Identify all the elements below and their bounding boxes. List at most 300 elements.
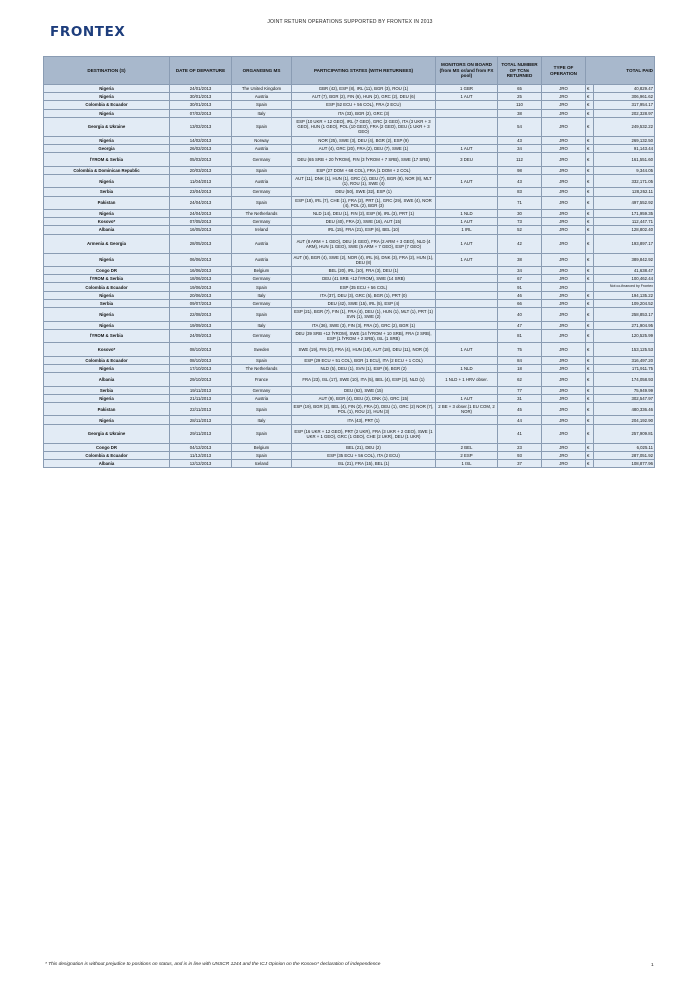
cell-total-paid: 75,949.99 xyxy=(594,386,655,394)
cell-organising-ms: Belgium xyxy=(232,443,292,451)
cell-date: 12/12/2013 xyxy=(170,460,232,468)
cell-currency: € xyxy=(586,267,594,275)
table-row xyxy=(44,275,655,283)
cell-date: 07/02/2013 xyxy=(170,109,232,117)
cell-total-paid: 100,462.44 xyxy=(594,275,655,283)
cell-destination: Georgia & Ukraine xyxy=(44,117,170,136)
table-row xyxy=(44,416,655,424)
cell-currency: € xyxy=(586,275,594,283)
cell-total-returned: 37 xyxy=(498,460,542,468)
table-row xyxy=(44,144,655,152)
cell-currency: € xyxy=(586,424,594,443)
cell-monitors: 1 ISL xyxy=(436,460,498,468)
cell-participating-states: AUT (4), GRC (20), FRA (2), DEU (7), SWE (1) xyxy=(292,144,436,152)
cell-destination: fYROM & Serbia xyxy=(44,329,170,343)
cell-monitors xyxy=(436,101,498,109)
cell-total-paid: 193,897.17 xyxy=(594,234,655,253)
cell-total-paid: 204,192.90 xyxy=(594,416,655,424)
cell-total-returned: 46 xyxy=(498,291,542,299)
cell-participating-states: NLD (5), DEU (1), SVN (1), ESP (9), BGR (2) xyxy=(292,364,436,372)
cell-date: 07/05/2013 xyxy=(170,218,232,226)
table-row xyxy=(44,93,655,101)
cell-destination: Nigeria xyxy=(44,136,170,144)
cell-participating-states: DEU (39 SRB +12 fYROM), SWE (14 fYROM + 10 SRB), FRA (2 SRB), ESP (1 fYROM + 2 SRB), ISL (1 SRB) xyxy=(292,329,436,343)
cell-organising-ms: Spain xyxy=(232,117,292,136)
cell-destination: Nigeria xyxy=(44,364,170,372)
cell-date: 21/11/2013 xyxy=(170,394,232,402)
cell-total-returned: 91 xyxy=(498,283,542,291)
cell-date: 29/11/2013 xyxy=(170,424,232,443)
cell-total-paid: 316,497.20 xyxy=(594,356,655,364)
table-row xyxy=(44,117,655,136)
cell-date: 06/06/2013 xyxy=(170,253,232,267)
cell-organising-ms: Germany xyxy=(232,218,292,226)
cell-date: 19/09/2013 xyxy=(170,321,232,329)
cell-destination: Nigeria xyxy=(44,416,170,424)
cell-currency: € xyxy=(586,226,594,234)
cell-organising-ms: Spain xyxy=(232,356,292,364)
cell-date: 08/10/2013 xyxy=(170,356,232,364)
cell-total-returned: 83 xyxy=(498,188,542,196)
cell-operation-type: JRO xyxy=(542,299,586,307)
cell-operation-type: JRO xyxy=(542,321,586,329)
cell-destination: Nigeria xyxy=(44,308,170,322)
col-organising-ms: ORGANISING MS xyxy=(232,57,292,85)
cell-currency: € xyxy=(586,321,594,329)
cell-destination: Colombia & Dominican Republic xyxy=(44,166,170,174)
cell-participating-states: DEU (62), SWE (15) xyxy=(292,386,436,394)
table-row xyxy=(44,226,655,234)
cell-date: 20/06/2013 xyxy=(170,291,232,299)
cell-operation-type: JRO xyxy=(542,308,586,322)
cell-participating-states: ITA (36), SWE (3), FIN (3), FRA (2), GRC (2), BGR (1) xyxy=(292,321,436,329)
cell-operation-type: JRO xyxy=(542,451,586,459)
cell-total-returned: 38 xyxy=(498,253,542,267)
table-row xyxy=(44,253,655,267)
cell-destination: Nigeria xyxy=(44,93,170,101)
cell-currency: € xyxy=(586,109,594,117)
cell-total-returned: 71 xyxy=(498,196,542,210)
cell-destination: Nigeria xyxy=(44,321,170,329)
cell-date: 29/10/2013 xyxy=(170,373,232,387)
cell-destination: Kosovo* xyxy=(44,343,170,357)
cell-monitors xyxy=(436,117,498,136)
cell-monitors: 1 AUT xyxy=(436,144,498,152)
cell-total-paid: 120,525.99 xyxy=(594,329,655,343)
cell-total-returned: 65 xyxy=(498,85,542,93)
cell-currency: € xyxy=(586,234,594,253)
cell-participating-states: AUT (11), DNK (1), HUN (1), GRC (1), DEU (7), BGR (8), NOR (8), MLT (1), ROU (1), SWE (4) xyxy=(292,174,436,188)
table-row xyxy=(44,343,655,357)
cell-operation-type: JRO xyxy=(542,101,586,109)
cell-monitors: 1 AUT xyxy=(436,174,498,188)
table-row xyxy=(44,174,655,188)
cell-date: 16/05/2013 xyxy=(170,226,232,234)
cell-total-paid: 271,904.95 xyxy=(594,321,655,329)
cell-organising-ms: Italy xyxy=(232,416,292,424)
cell-participating-states: AUT (9), BGR (4), DEU (2), DNK (1), GRC (15) xyxy=(292,394,436,402)
cell-organising-ms: Sweden xyxy=(232,343,292,357)
cell-currency: € xyxy=(586,218,594,226)
cell-participating-states: DEU (50), SWE (32), ESP (1) xyxy=(292,188,436,196)
cell-monitors xyxy=(436,329,498,343)
cell-currency: € xyxy=(586,460,594,468)
cell-operation-type: JRO xyxy=(542,343,586,357)
cell-participating-states: ITA (43), PRT (1) xyxy=(292,416,436,424)
cell-total-returned: 43 xyxy=(498,136,542,144)
cell-total-returned: 52 xyxy=(498,226,542,234)
cell-participating-states: ESP (52 ECU + 56 COL), FRA (2 ECU) xyxy=(292,101,436,109)
col-destination: DESTINATION (S) xyxy=(44,57,170,85)
cell-total-paid xyxy=(594,283,655,291)
cell-total-paid: 194,135.22 xyxy=(594,291,655,299)
cell-total-paid: 497,552.92 xyxy=(594,196,655,210)
cell-monitors: 1 AUT xyxy=(436,253,498,267)
cell-total-returned: 38 xyxy=(498,109,542,117)
cell-participating-states: GBR (42), ESP (8), IRL (11), BGR (3), ROU (1) xyxy=(292,85,436,93)
cell-destination: Congo DR xyxy=(44,267,170,275)
cell-monitors xyxy=(436,196,498,210)
cell-monitors: 1 AUT xyxy=(436,93,498,101)
cell-currency: € xyxy=(586,386,594,394)
cell-total-paid: 306,961.62 xyxy=(594,93,655,101)
cell-organising-ms: Germany xyxy=(232,386,292,394)
cell-monitors: 2 BEL xyxy=(436,443,498,451)
cell-participating-states: AUT (8), BGR (4), SWE (2), NOR (4), IRL (6), DNK (3), FRA (2), HUN (1), DEU (8) xyxy=(292,253,436,267)
cell-currency: € xyxy=(586,394,594,402)
cell-monitors xyxy=(436,109,498,117)
table-row xyxy=(44,188,655,196)
cell-currency: € xyxy=(586,356,594,364)
cell-total-returned: 73 xyxy=(498,218,542,226)
cell-total-returned: 98 xyxy=(498,166,542,174)
cell-monitors xyxy=(436,283,498,291)
cell-total-returned: 40 xyxy=(498,308,542,322)
cell-monitors: 1 GBR xyxy=(436,85,498,93)
cell-total-returned: 81 xyxy=(498,329,542,343)
cell-organising-ms: Spain xyxy=(232,308,292,322)
cell-total-paid: 258,853.17 xyxy=(594,308,655,322)
cell-operation-type: JRO xyxy=(542,364,586,372)
cell-destination: Nigeria xyxy=(44,174,170,188)
cell-operation-type: JRO xyxy=(542,275,586,283)
table-row xyxy=(44,109,655,117)
cell-total-paid: 91,143.44 xyxy=(594,144,655,152)
cell-operation-type: JRO xyxy=(542,188,586,196)
cell-organising-ms: Austria xyxy=(232,93,292,101)
cell-monitors: 1 NLD xyxy=(436,364,498,372)
table-row xyxy=(44,210,655,218)
table-row xyxy=(44,136,655,144)
cell-currency: € xyxy=(586,253,594,267)
cell-destination: Colombia & Ecuador xyxy=(44,451,170,459)
cell-organising-ms: The Netherlands xyxy=(232,364,292,372)
cell-operation-type: JRO xyxy=(542,153,586,167)
cell-organising-ms: Germany xyxy=(232,188,292,196)
cell-participating-states: DEU (41 SRB +12 fYROM), SWE (14 SRB) xyxy=(292,275,436,283)
cell-monitors xyxy=(436,166,498,174)
cell-operation-type: JRO xyxy=(542,386,586,394)
cell-currency: € xyxy=(586,299,594,307)
cell-monitors: 1 AUT xyxy=(436,394,498,402)
cell-monitors xyxy=(436,275,498,283)
cell-participating-states: ESP (18), IRL (7), CHE (1), FRA (2), PRT (1), GRC (29), SWE (4), NOR (4), POL (2), BGR (3) xyxy=(292,196,436,210)
cell-destination: Serbia xyxy=(44,386,170,394)
cell-monitors xyxy=(436,321,498,329)
cell-date: 28/05/2013 xyxy=(170,234,232,253)
cell-total-returned: 41 xyxy=(498,424,542,443)
cell-total-paid: 480,336.46 xyxy=(594,402,655,416)
col-total-tcns-returned: TOTAL NUMBER OF TCNs RETURNED xyxy=(498,57,542,85)
cell-organising-ms: Spain xyxy=(232,451,292,459)
cell-organising-ms: Spain xyxy=(232,283,292,291)
cell-currency: € xyxy=(586,451,594,459)
cell-currency: € xyxy=(586,188,594,196)
cell-total-returned: 31 xyxy=(498,394,542,402)
cell-monitors: 1 IRL xyxy=(436,226,498,234)
cell-total-paid: 40,829.47 xyxy=(594,85,655,93)
cell-operation-type: JRO xyxy=(542,136,586,144)
cell-total-paid: 302,547.97 xyxy=(594,394,655,402)
cell-monitors: 1 AUT xyxy=(436,218,498,226)
cell-currency: € xyxy=(586,308,594,322)
cell-date: 20/03/2013 xyxy=(170,166,232,174)
table-row xyxy=(44,291,655,299)
cell-total-returned: 45 xyxy=(498,402,542,416)
col-total-paid: TOTAL PAID xyxy=(586,57,655,85)
cell-operation-type: JRO xyxy=(542,109,586,117)
cell-date: 14/02/2013 xyxy=(170,136,232,144)
cell-monitors: 2 ESP xyxy=(436,451,498,459)
cell-date: 24/09/2013 xyxy=(170,329,232,343)
cell-monitors: 1 NLD + 1 HRV obser. xyxy=(436,373,498,387)
cell-organising-ms: Iceland xyxy=(232,460,292,468)
table-row xyxy=(44,299,655,307)
cell-organising-ms: Austria xyxy=(232,394,292,402)
cell-operation-type: JRO xyxy=(542,226,586,234)
cell-operation-type: JRO xyxy=(542,93,586,101)
cell-destination: Colombia & Ecuador xyxy=(44,356,170,364)
cell-total-paid: 6,025.11 xyxy=(594,443,655,451)
frontex-logo: FRONTEX xyxy=(50,24,126,40)
cell-organising-ms: Spain xyxy=(232,402,292,416)
cell-date: 16/06/2013 xyxy=(170,267,232,275)
cell-date: 24/04/2013 xyxy=(170,210,232,218)
cell-operation-type: JRO xyxy=(542,174,586,188)
table-row xyxy=(44,101,655,109)
cell-organising-ms: France xyxy=(232,373,292,387)
cell-total-paid: 41,638.47 xyxy=(594,267,655,275)
table-row xyxy=(44,283,655,291)
cell-organising-ms: Germany xyxy=(232,329,292,343)
cell-total-paid: 287,051.92 xyxy=(594,451,655,459)
cell-date: 18/06/2013 xyxy=(170,275,232,283)
cell-participating-states: IRL (15), FRA (21), ESP (6), BEL (10) xyxy=(292,226,436,234)
cell-destination: Nigeria xyxy=(44,291,170,299)
cell-organising-ms: Germany xyxy=(232,275,292,283)
cell-monitors xyxy=(436,386,498,394)
cell-total-returned: 34 xyxy=(498,267,542,275)
cell-total-returned: 112 xyxy=(498,153,542,167)
cell-operation-type: JRO xyxy=(542,210,586,218)
cell-participating-states: ESP (16 UKR + 12 GEO), PRT (2 UKR), FRA (3 UKR + 2 GEO), SWE (1 UKR + 1 GEO), GRC (1 GEO), CHE (2 UKR), DEU (1 UKR) xyxy=(292,424,436,443)
table-row xyxy=(44,267,655,275)
cell-organising-ms: Germany xyxy=(232,299,292,307)
cell-total-returned: 44 xyxy=(498,416,542,424)
cell-organising-ms: Spain xyxy=(232,424,292,443)
cell-operation-type: JRO xyxy=(542,85,586,93)
cell-total-returned: 54 xyxy=(498,117,542,136)
cell-total-returned: 66 xyxy=(498,299,542,307)
cell-currency: € xyxy=(586,364,594,372)
cell-organising-ms: Austria xyxy=(232,174,292,188)
cell-organising-ms: Norway xyxy=(232,136,292,144)
cell-date: 19/06/2013 xyxy=(170,283,232,291)
cell-destination: Congo DR xyxy=(44,443,170,451)
cell-operation-type: JRO xyxy=(542,234,586,253)
cell-monitors: 1 AUT xyxy=(436,343,498,357)
cell-operation-type: JRO xyxy=(542,218,586,226)
table-row xyxy=(44,460,655,468)
cell-operation-type: JRO xyxy=(542,356,586,364)
cell-participating-states: ITA (37), DEU (3), GRC (5), BGR (1), PRT (0) xyxy=(292,291,436,299)
cell-participating-states: DEU (42), SWE (15), IRL (5), ESP (4) xyxy=(292,299,436,307)
cell-organising-ms: Austria xyxy=(232,234,292,253)
table-row xyxy=(44,424,655,443)
cell-participating-states: ISL (21), FRA (15), BEL (1) xyxy=(292,460,436,468)
cell-currency xyxy=(586,283,594,291)
cell-date: 30/01/2013 xyxy=(170,101,232,109)
table-row xyxy=(44,321,655,329)
cell-total-returned: 93 xyxy=(498,451,542,459)
cell-destination: Georgia xyxy=(44,144,170,152)
cell-date: 05/03/2013 xyxy=(170,153,232,167)
cell-total-paid: 317,954.17 xyxy=(594,101,655,109)
table-row xyxy=(44,402,655,416)
footnote: * This designation is without prejudice to positions on status, and is in line with UNSCR 1244 and the ICJ Opinion on the Kosovo* declaration of independence xyxy=(45,962,381,967)
cell-currency: € xyxy=(586,117,594,136)
cell-operation-type: JRO xyxy=(542,291,586,299)
cell-organising-ms: Spain xyxy=(232,101,292,109)
cell-operation-type: JRO xyxy=(542,443,586,451)
cell-date: 23/04/2013 xyxy=(170,188,232,196)
cell-total-paid: 332,171.05 xyxy=(594,174,655,188)
cell-destination: Albania xyxy=(44,373,170,387)
cell-total-paid: 257,909.81 xyxy=(594,424,655,443)
cell-monitors xyxy=(436,424,498,443)
cell-total-paid: 171,911.75 xyxy=(594,364,655,372)
cell-monitors xyxy=(436,267,498,275)
cell-participating-states: AUT (7), BGR (2), FIN (6), HUN (2), GRC (2), DEU (6) xyxy=(292,93,436,101)
cell-organising-ms: The United Kingdom xyxy=(232,85,292,93)
cell-currency: € xyxy=(586,291,594,299)
cell-date: 09/07/2013 xyxy=(170,299,232,307)
cell-organising-ms: Italy xyxy=(232,291,292,299)
cell-destination: Nigeria xyxy=(44,109,170,117)
table-row xyxy=(44,166,655,174)
cell-operation-type: JRO xyxy=(542,460,586,468)
cell-participating-states: DEU (65 SRB + 20 fYROM), FIN (3 fYROM + 7 SRB), SWE (17 SRB) xyxy=(292,153,436,167)
cell-destination: Pakistan xyxy=(44,402,170,416)
cell-destination: Nigeria xyxy=(44,253,170,267)
cell-destination: Pakistan xyxy=(44,196,170,210)
cell-destination: Nigeria xyxy=(44,210,170,218)
cell-monitors xyxy=(436,291,498,299)
cell-currency: € xyxy=(586,416,594,424)
cell-participating-states: NLD (14), DEU (1), FIN (2), ESP (9), IRL (3), PRT (1) xyxy=(292,210,436,218)
cell-date: 11/12/2013 xyxy=(170,451,232,459)
cell-total-paid: 128,802.40 xyxy=(594,226,655,234)
cell-total-paid: 171,959.35 xyxy=(594,210,655,218)
cell-monitors: 1 NLD xyxy=(436,210,498,218)
table-row xyxy=(44,364,655,372)
cell-total-paid: 389,842.92 xyxy=(594,253,655,267)
cell-organising-ms: Spain xyxy=(232,196,292,210)
cell-total-paid: 161,551.60 xyxy=(594,153,655,167)
cell-total-returned: 67 xyxy=(498,275,542,283)
cell-total-paid: 153,125.53 xyxy=(594,343,655,357)
cell-total-returned: 34 xyxy=(498,144,542,152)
cell-total-paid: 9,344.05 xyxy=(594,166,655,174)
cell-organising-ms: Belgium xyxy=(232,267,292,275)
table-row xyxy=(44,356,655,364)
cell-total-paid: 128,262.11 xyxy=(594,188,655,196)
cell-total-paid: 112,447.71 xyxy=(594,218,655,226)
cell-currency: € xyxy=(586,166,594,174)
cell-participating-states: ESP (35 ECU + 56 COL), ITA (2 ECU) xyxy=(292,451,436,459)
cell-currency: € xyxy=(586,402,594,416)
cell-total-paid: 108,877.96 xyxy=(594,460,655,468)
cell-date: 24/01/2013 xyxy=(170,85,232,93)
cell-operation-type: JRO xyxy=(542,416,586,424)
cell-total-returned: 18 xyxy=(498,364,542,372)
col-date-of-departure: DATE OF DEPARTURE xyxy=(170,57,232,85)
cell-total-returned: 77 xyxy=(498,386,542,394)
table-row xyxy=(44,386,655,394)
table-row xyxy=(44,329,655,343)
cell-operation-type: JRO xyxy=(542,394,586,402)
cell-operation-type: JRO xyxy=(542,283,586,291)
cell-total-returned: 42 xyxy=(498,234,542,253)
cell-date: 08/10/2013 xyxy=(170,343,232,357)
cell-currency: € xyxy=(586,153,594,167)
cell-participating-states: SWE (19), FIN (2), FRA (4), HUN (18), AUT (18), DEU (11), NOR (3) xyxy=(292,343,436,357)
cell-date: 22/11/2013 xyxy=(170,402,232,416)
table-row xyxy=(44,234,655,253)
cell-currency: € xyxy=(586,343,594,357)
cell-operation-type: JRO xyxy=(542,117,586,136)
cell-date: 28/11/2013 xyxy=(170,416,232,424)
cell-organising-ms: The Netherlands xyxy=(232,210,292,218)
cell-currency: € xyxy=(586,136,594,144)
table-row xyxy=(44,85,655,93)
cell-currency: € xyxy=(586,329,594,343)
cell-destination: Albania xyxy=(44,226,170,234)
cell-total-returned: 47 xyxy=(498,321,542,329)
table-row xyxy=(44,218,655,226)
col-participating-states: PARTICIPATING STATES (WITH RETURNEES) xyxy=(292,57,436,85)
cell-currency: € xyxy=(586,85,594,93)
cell-destination: fYROM & Serbia xyxy=(44,153,170,167)
cell-participating-states: ESP (19), BGR (2), BEL (4), FIN (2), FRA (2), DEU (1), GRC (2) NOR (7), POL (1), ROU (2), HUN (3) xyxy=(292,402,436,416)
table-header-row xyxy=(44,57,655,85)
table-row xyxy=(44,373,655,387)
table-row xyxy=(44,451,655,459)
cell-date: 26/02/2013 xyxy=(170,144,232,152)
cell-total-returned: 75 xyxy=(498,343,542,357)
cell-total-paid: 174,058.93 xyxy=(594,373,655,387)
cell-total-paid: 109,204.52 xyxy=(594,299,655,307)
